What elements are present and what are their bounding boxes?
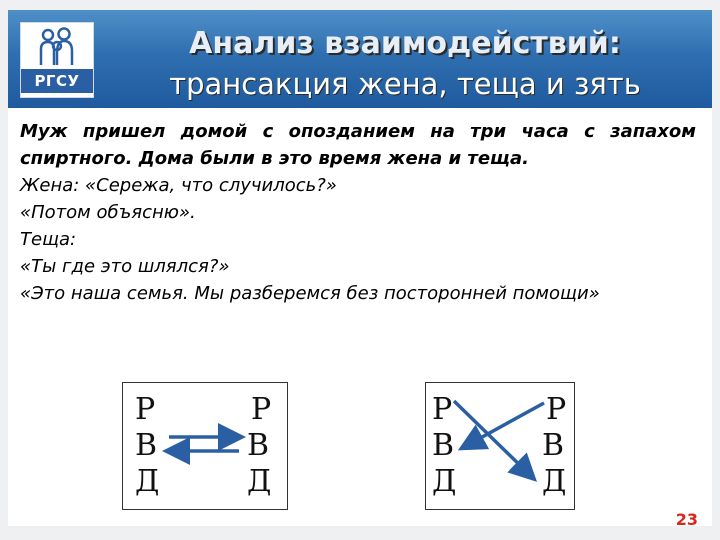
- body-text: [20, 118, 696, 307]
- logo-text: РГСУ: [21, 69, 93, 93]
- ego-state-label: В: [135, 428, 158, 463]
- slide-title: Анализ взаимодействий:: [189, 26, 621, 61]
- ego-state-label: В: [247, 428, 270, 463]
- arrow-line: [454, 401, 532, 477]
- ego-state-label: Д: [247, 464, 272, 499]
- ego-state-label: Р: [135, 392, 156, 427]
- page-number: 23: [675, 510, 698, 529]
- ego-state-label: Д: [432, 464, 457, 499]
- mother-in-law-label: Теща:: [20, 229, 77, 250]
- university-logo: [20, 22, 94, 98]
- intro-paragraph: Муж пришел домой с опозданием на три часа с запахом спиртного. Дома были в это время жена и теща.: [20, 121, 696, 169]
- arrow-line: [464, 403, 544, 447]
- slide-subtitle: трансакция жена, теща и зять: [169, 67, 641, 101]
- ego-state-label: Д: [542, 464, 567, 499]
- transaction-diagram-parallel: [122, 382, 288, 510]
- ego-state-label: Р: [251, 392, 272, 427]
- mother-in-law-line: «Ты где это шлялся?»: [20, 256, 230, 277]
- ego-state-label: В: [542, 428, 565, 463]
- transaction-arrows: [426, 383, 574, 509]
- logo-emblem-icon: [33, 27, 81, 67]
- ego-state-label: Д: [135, 464, 160, 499]
- wife-line: Жена: «Сережа, что случилось?»: [20, 175, 337, 196]
- ego-state-label: Р: [546, 392, 567, 427]
- husband-response-line: «Это наша семья. Мы разберемся без посторонней помощи»: [20, 283, 600, 304]
- husband-reply-line: «Потом объясню».: [20, 202, 196, 223]
- transaction-diagram-crossed: [425, 382, 575, 510]
- transaction-arrows: [123, 383, 287, 509]
- ego-state-label: Р: [432, 392, 453, 427]
- ego-state-label: В: [432, 428, 455, 463]
